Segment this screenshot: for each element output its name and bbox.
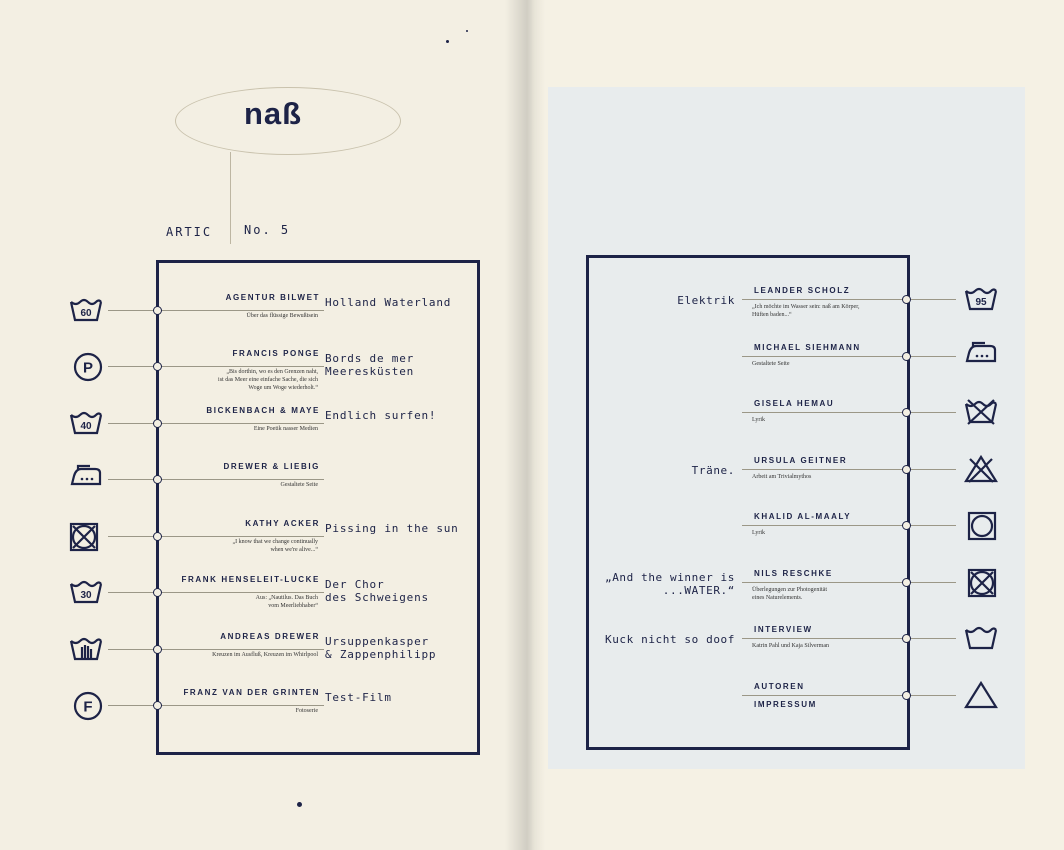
book-gutter bbox=[505, 0, 545, 850]
entry-title: Ursuppenkasper & Zappenphilipp bbox=[325, 635, 437, 661]
svg-text:P: P bbox=[82, 359, 94, 377]
contributor-name: NILS RESCHKE bbox=[754, 569, 833, 578]
entry-node bbox=[153, 645, 162, 654]
issue-number: No. 5 bbox=[244, 223, 291, 237]
entry-subtitle: Aus: „Nautilus. Das Buch vom Meerliebhaber“ bbox=[255, 595, 318, 609]
entry-rule bbox=[108, 479, 324, 480]
entry-rule bbox=[742, 695, 956, 696]
entry-label: Träne. bbox=[691, 464, 735, 477]
entry-rule bbox=[742, 582, 956, 583]
entry-node bbox=[902, 465, 911, 474]
wash-40-icon bbox=[68, 408, 104, 441]
contributor-name: IMPRESSUM bbox=[754, 700, 817, 709]
do-not-tumble-dry-icon bbox=[966, 567, 998, 604]
hand-wash-icon bbox=[68, 634, 104, 667]
contributor-name: KHALID AL-MAALY bbox=[754, 512, 852, 521]
entry-subtitle: Arbeit am Trivialmythos bbox=[752, 474, 812, 480]
contributor-name: LEANDER SCHOLZ bbox=[754, 286, 851, 295]
series-name: ARTIC bbox=[166, 225, 213, 239]
entry-title: Bords de mer Meeresküsten bbox=[325, 352, 415, 378]
entry-title: Holland Waterland bbox=[325, 296, 452, 309]
entry-node bbox=[902, 408, 911, 417]
contributor-name: INTERVIEW bbox=[754, 625, 813, 634]
contributor-name: GISELA HEMAU bbox=[754, 399, 835, 408]
entry-rule bbox=[742, 299, 956, 300]
contributor-name: DREWER & LIEBIG bbox=[223, 462, 320, 471]
wash-tub-icon bbox=[963, 623, 999, 656]
svg-text:F: F bbox=[83, 698, 93, 716]
entry-rule bbox=[108, 705, 324, 706]
entry-subtitle: „I know that we change continually when we're alive...“ bbox=[232, 539, 318, 553]
title-divider bbox=[230, 152, 231, 244]
entry-subtitle: Lyrik bbox=[752, 530, 765, 536]
entry-subtitle: Gestaltete Seite bbox=[280, 482, 318, 488]
entry-node bbox=[153, 475, 162, 484]
entry-node bbox=[902, 295, 911, 304]
entry-subtitle: Fotoserie bbox=[295, 708, 318, 714]
bleach-triangle-icon bbox=[963, 680, 999, 715]
entry-label: „And the winner is ...WATER.“ bbox=[604, 571, 735, 597]
right-contents-frame bbox=[586, 255, 910, 750]
entry-node bbox=[153, 588, 162, 597]
entry-rule bbox=[742, 412, 956, 413]
entry-node bbox=[902, 691, 911, 700]
contributor-name: AGENTUR BILWET bbox=[225, 293, 320, 302]
page-speck bbox=[297, 802, 302, 807]
entry-node bbox=[153, 532, 162, 541]
svg-text:30: 30 bbox=[80, 590, 92, 601]
contributor-name: FRANZ VAN DER GRINTEN bbox=[183, 688, 320, 697]
contributor-name: ANDREAS DREWER bbox=[220, 632, 320, 641]
entry-node bbox=[153, 306, 162, 315]
entry-node bbox=[153, 362, 162, 371]
left-contents-frame bbox=[156, 260, 480, 755]
entry-subtitle: Katrin Pahl und Kaja Silverman bbox=[752, 643, 829, 649]
magazine-title: naß bbox=[244, 96, 303, 131]
contributor-name: FRANCIS PONGE bbox=[232, 349, 320, 358]
entry-title: Endlich surfen! bbox=[325, 409, 437, 422]
entry-rule bbox=[108, 366, 324, 367]
entry-rule bbox=[108, 310, 324, 311]
entry-subtitle: Eine Poetik nasser Medien bbox=[253, 426, 318, 432]
entry-rule bbox=[108, 649, 324, 650]
entry-node bbox=[902, 634, 911, 643]
page-speck bbox=[466, 30, 468, 32]
entry-subtitle: Kreuzen im Ausfluß, Kreuzen im Whirlpool bbox=[212, 652, 318, 658]
entry-subtitle: „Ich möchte im Wasser sein: naß am Körper, Hüften baden...“ bbox=[752, 304, 860, 318]
entry-subtitle: Überlegungen zur Photogenität eines Naturelements. bbox=[752, 587, 827, 601]
iron-icon bbox=[68, 464, 104, 493]
entry-title: Pissing in the sun bbox=[325, 522, 459, 535]
contributor-name: FRANK HENSELEIT-LUCKE bbox=[181, 575, 320, 584]
dry-clean-f-icon bbox=[72, 690, 104, 727]
contributor-name: KATHY ACKER bbox=[245, 519, 320, 528]
entry-rule bbox=[108, 423, 324, 424]
tumble-dry-icon bbox=[966, 510, 998, 547]
entry-subtitle: Über das flüssige Bewußtsein bbox=[246, 313, 318, 319]
entry-rule bbox=[742, 469, 956, 470]
svg-text:40: 40 bbox=[80, 421, 92, 432]
entry-subtitle: Lyrik bbox=[752, 417, 765, 423]
entry-rule bbox=[108, 536, 324, 537]
iron-icon bbox=[963, 341, 999, 370]
do-not-tumble-dry-icon bbox=[68, 521, 100, 558]
entry-title: Test-Film bbox=[325, 691, 392, 704]
wash-95-icon bbox=[963, 284, 999, 317]
svg-text:95: 95 bbox=[975, 297, 987, 308]
contributor-name: AUTOREN bbox=[754, 682, 805, 691]
contributor-name: BICKENBACH & MAYE bbox=[206, 406, 320, 415]
do-not-bleach-icon bbox=[963, 454, 999, 489]
contributor-name: URSULA GEITNER bbox=[754, 456, 848, 465]
entry-label: Elektrik bbox=[677, 294, 735, 307]
entry-rule bbox=[108, 592, 324, 593]
entry-node bbox=[902, 578, 911, 587]
svg-text:60: 60 bbox=[80, 308, 92, 319]
entry-node bbox=[902, 352, 911, 361]
page-speck bbox=[446, 40, 449, 43]
entry-node bbox=[153, 419, 162, 428]
entry-subtitle: Gestaltete Seite bbox=[752, 361, 790, 367]
dry-clean-p-icon bbox=[72, 351, 104, 388]
wash-30-icon bbox=[68, 577, 104, 610]
entry-label: Kuck nicht so doof bbox=[604, 633, 735, 646]
entry-node bbox=[153, 701, 162, 710]
entry-rule bbox=[742, 638, 956, 639]
contributor-name: MICHAEL SIEHMANN bbox=[754, 343, 861, 352]
entry-rule bbox=[742, 356, 956, 357]
do-not-wash-icon bbox=[963, 397, 999, 430]
entry-title: Der Chor des Schweigens bbox=[325, 578, 429, 604]
wash-60-icon bbox=[68, 295, 104, 328]
entry-subtitle: „Bis dorthin, wo es den Grenzen naht, ist das Meer eine einfache Sache, die sich Woge um Woge wiederholt.“ bbox=[218, 369, 318, 391]
entry-rule bbox=[742, 525, 956, 526]
entry-node bbox=[902, 521, 911, 530]
